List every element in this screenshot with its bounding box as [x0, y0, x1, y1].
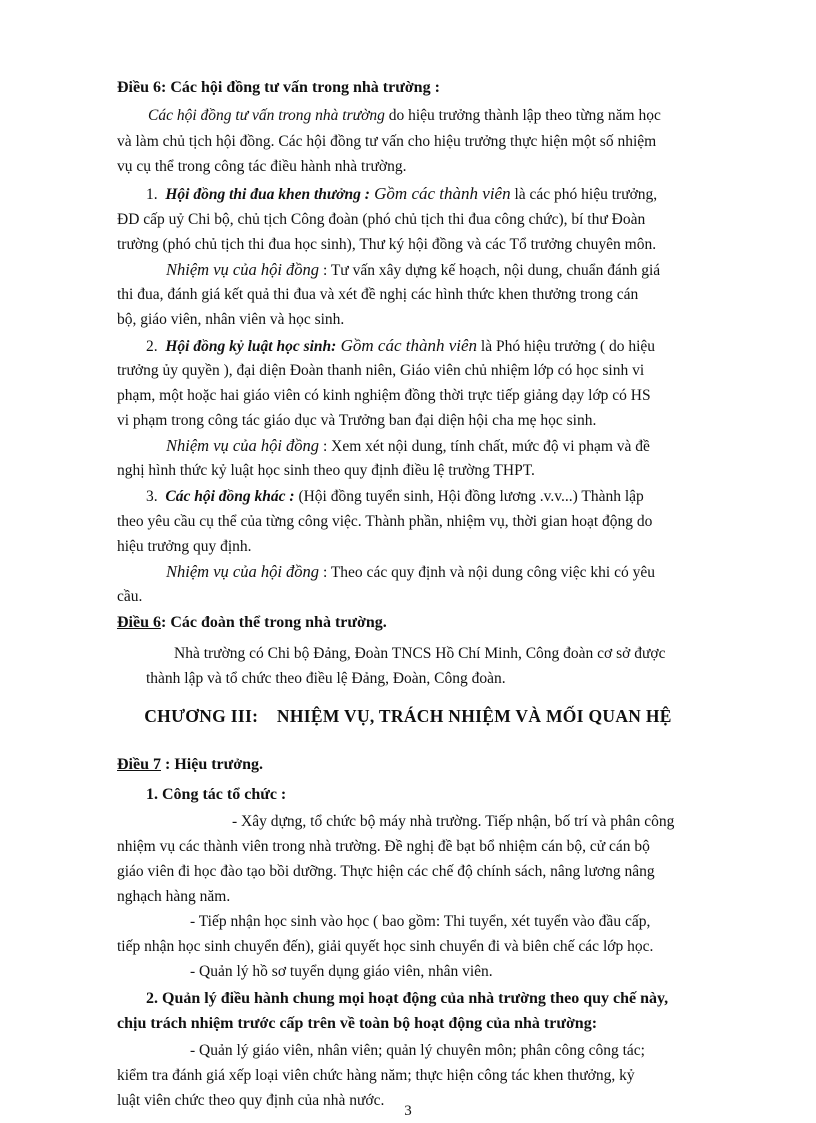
paragraph-line: nghạch hàng năm.: [117, 888, 231, 905]
paragraph-line: phạm, một hoặc hai giáo viên có kinh nghiệm đồng thời trực tiếp giảng dạy lớp có HS: [117, 387, 651, 404]
paragraph-line: trưởng ủy quyền ), đại diện Đoàn thanh niên, Giáo viên chủ nhiệm lớp có học sinh vi: [117, 362, 645, 379]
bullet-line: - Tiếp nhận học sinh vào học ( bao gồm: Thi tuyển, xét tuyển vào đầu cấp,: [190, 913, 651, 930]
paragraph-line: nhiệm vụ các thành viên trong nhà trường. Đề nghị đề bạt bổ nhiệm cán bộ, cử cán bộ: [117, 838, 650, 855]
section-2-title-cont: chịu trách nhiệm trước cấp trên về toàn bộ hoạt động của nhà trường:: [117, 1015, 598, 1032]
paragraph-line: vụ cụ thể trong công tác điều hành nhà trường.: [117, 158, 407, 175]
paragraph-line: luật viên chức theo quy định của nhà nước.: [117, 1092, 385, 1109]
paragraph-line: thi đua, đánh giá kết quả thi đua và xét đề nghị các hình thức khen thưởng trong cán: [117, 286, 639, 303]
council-1-title: Hội đồng thi đua khen thưởng :: [165, 186, 370, 203]
paragraph-line: hiệu trưởng quy định.: [117, 538, 252, 555]
chapter-label: CHƯƠNG III:: [144, 706, 259, 726]
chapter-title: NHIỆM VỤ, TRÁCH NHIỆM VÀ MỐI QUAN HỆ: [276, 706, 672, 726]
bullet-line: - Quản lý hồ sơ tuyển dụng giáo viên, nhân viên.: [190, 963, 493, 980]
council-2-title: Hội đồng kỷ luật học sinh:: [165, 338, 337, 355]
article-6-intro: [148, 106, 661, 126]
paragraph-line: theo yêu cầu cụ thể của từng công việc. Thành phần, nhiệm vụ, thời gian hoạt động do: [117, 513, 653, 530]
paragraph-line: bộ, giáo viên, nhân viên và học sinh.: [117, 311, 345, 328]
paragraph-line: giáo viên đi học đào tạo bồi dưỡng. Thực hiện các chế độ chính sách, nâng lương nâng: [117, 863, 655, 880]
council-3-duty: Nhiệm vụ của hội đồng : Theo các quy định và nội dung công việc khi có yêu: [166, 562, 655, 581]
article-6-title: Điều 6: Các hội đồng tư vấn trong nhà trường :: [117, 79, 440, 96]
paragraph-line: Nhà trường có Chi bộ Đảng, Đoàn TNCS Hồ Chí Minh, Công đoàn cơ sở được: [174, 645, 666, 662]
intro-italic: Các hội đồng tư vấn trong nhà trường: [148, 107, 385, 124]
article-7-title: Điều 7 : Hiệu trưởng.: [117, 756, 264, 773]
paragraph-line: vi phạm trong công tác giáo dục và Trưởng ban đại diện hội cha mẹ học sinh.: [117, 412, 597, 429]
council-1-heading: 1. Hội đồng thi đua khen thưởng : Gồm các thành viên là các phó hiệu trưởng,: [146, 184, 658, 203]
paragraph-line: ĐD cấp uỷ Chi bộ, chủ tịch Công đoàn (phó chủ tịch thi đua công chức), bí thư Đoàn: [117, 211, 646, 228]
bullet-line: - Quản lý giáo viên, nhân viên; quản lý chuyên môn; phân công công tác;: [190, 1042, 645, 1059]
paragraph-line: tiếp nhận học sinh chuyển đến), giải quyết học sinh chuyển đi và biên chế các lớp học.: [117, 938, 654, 955]
council-3-title: Các hội đồng khác :: [165, 488, 295, 505]
council-1-duty: Nhiệm vụ của hội đồng : Tư vấn xây dựng kế hoạch, nội dung, chuẩn đánh giá: [166, 260, 661, 279]
council-2-members-label: Gồm các thành viên: [336, 336, 478, 355]
paragraph-line: kiểm tra đánh giá xếp loại viên chức hàng năm; thực hiện công tác khen thưởng, kỷ: [117, 1067, 635, 1084]
paragraph-line: trường (phó chủ tịch thi đua học sinh), Thư ký hội đồng và các Tổ trưởng chuyên môn.: [117, 236, 657, 253]
council-2-duty: Nhiệm vụ của hội đồng : Xem xét nội dung, tính chất, mức độ vi phạm và đề: [166, 436, 650, 455]
bullet-line: - Xây dựng, tổ chức bộ máy nhà trường. Tiếp nhận, bố trí và phân công: [232, 813, 675, 830]
paragraph-line: nghị hình thức kỷ luật học sinh theo quy định điều lệ trường THPT.: [117, 462, 535, 479]
paragraph-line: cầu.: [117, 588, 143, 605]
page-number: 3: [404, 1103, 412, 1119]
intro-rest: do hiệu trưởng thành lập theo từng năm học: [384, 107, 661, 124]
council-3-heading: 3. Các hội đồng khác : (Hội đồng tuyển sinh, Hội đồng lương .v.v...) Thành lập: [146, 488, 644, 505]
paragraph-line: thành lập và tổ chức theo điều lệ Đảng, Đoàn, Công đoàn.: [146, 670, 506, 687]
article-6b-title: Điều 6: Các đoàn thể trong nhà trường.: [117, 614, 387, 631]
paragraph-line: và làm chủ tịch hội đồng. Các hội đồng tư vấn cho hiệu trưởng thực hiện một số nhiệm: [117, 133, 657, 150]
section-1-title: 1. Công tác tổ chức :: [146, 786, 287, 803]
chapter-heading: [0, 706, 816, 727]
section-2-title: 2. Quản lý điều hành chung mọi hoạt động của nhà trường theo quy chế này,: [146, 990, 669, 1007]
council-2-heading: 2. Hội đồng kỷ luật học sinh: Gồm các thành viên là Phó hiệu trưởng ( do hiệu: [146, 336, 656, 355]
council-1-members-label: Gồm các thành viên: [369, 184, 511, 203]
